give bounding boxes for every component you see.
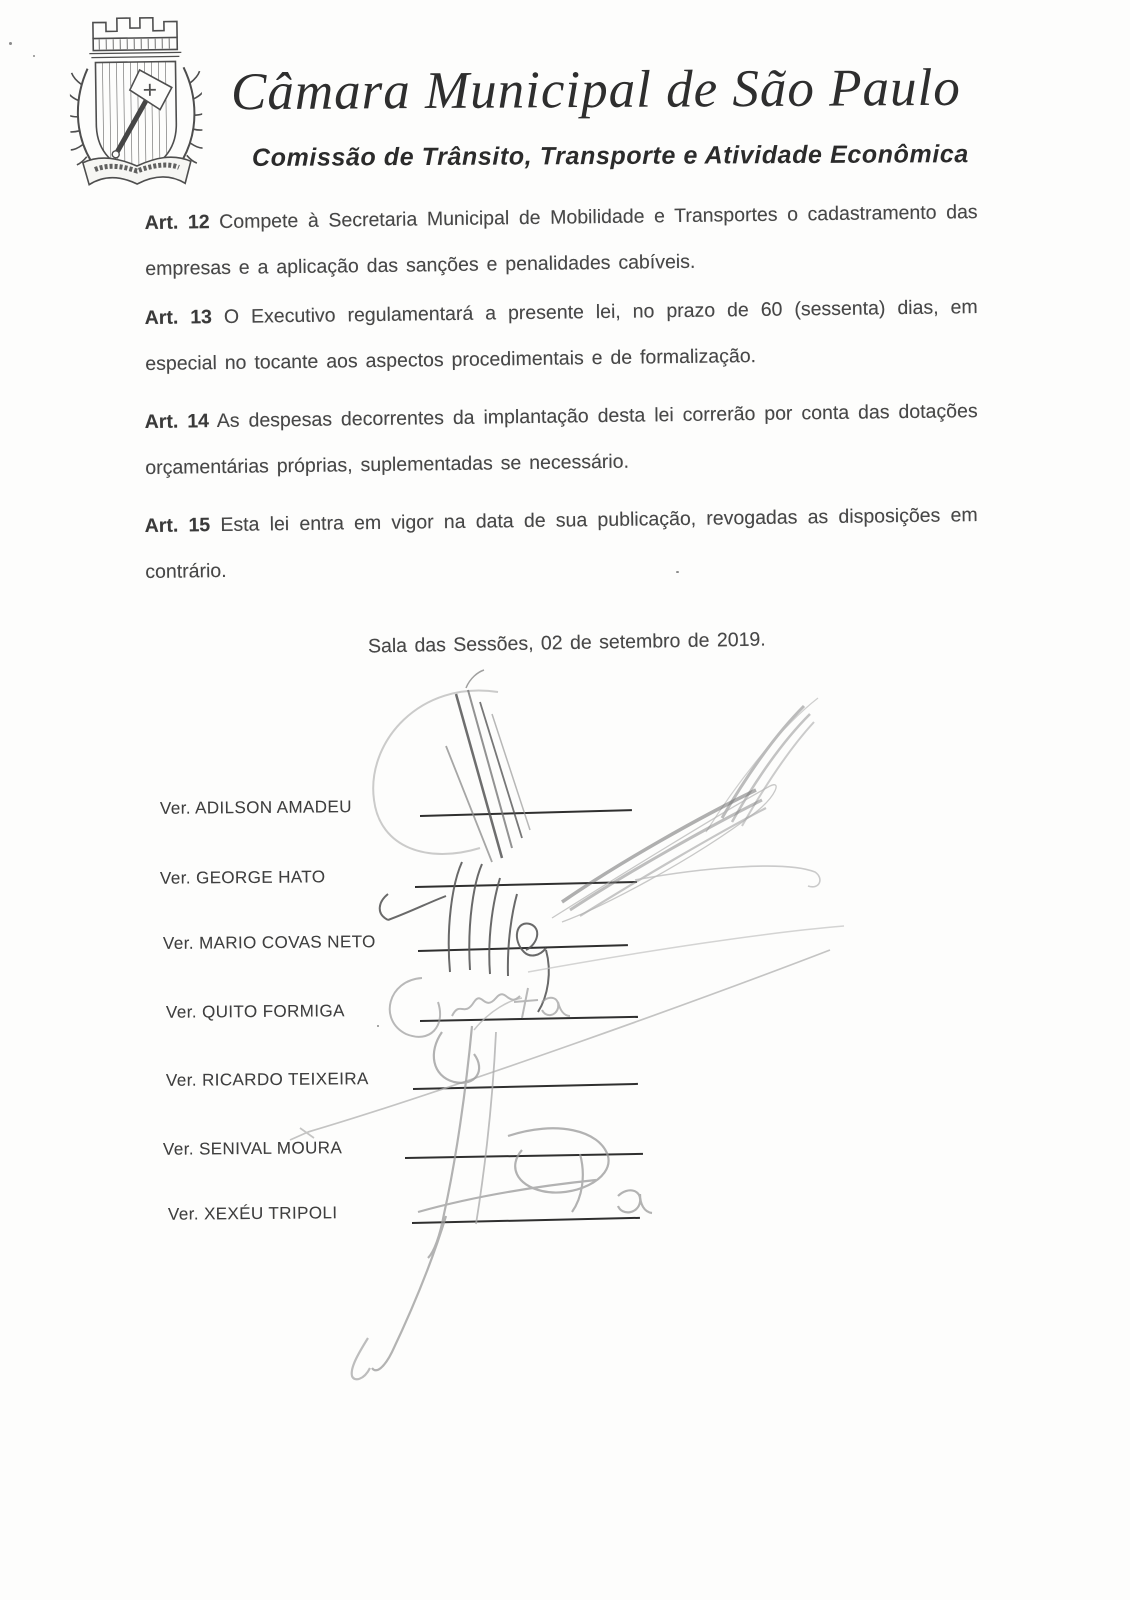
signatory-name: Ver. MARIO COVAS NETO xyxy=(162,932,376,953)
pencil-stroke xyxy=(706,698,818,832)
article-text: O Executivo regulamentará a presente lei, no prazo de 60 (sessenta) dias, em especial no tocante aos aspectos procedimentais e de formalização. xyxy=(145,295,978,375)
institution-title: Câmara Municipal de São Paulo xyxy=(230,58,961,122)
article-paragraph-12 xyxy=(144,189,978,292)
signatory-name: Ver. SENIVAL MOURA xyxy=(162,1138,343,1159)
signatory-name: Ver. QUITO FORMIGA xyxy=(165,1001,345,1022)
commission-subtitle: Comissão de Trânsito, Transporte e Atividade Econômica xyxy=(251,140,969,172)
article-paragraph-14 xyxy=(144,388,978,491)
signature-scribbles xyxy=(270,650,870,1390)
pencil-stroke xyxy=(380,862,549,1012)
article-paragraph-15 xyxy=(144,492,978,595)
coat-of-arms-icon xyxy=(69,5,204,198)
article-text: Esta lei entra em vigor na data de sua publicação, revogadas as disposições em contrário. xyxy=(145,503,978,583)
article-label: Art. 14 xyxy=(144,409,210,433)
article-label: Art. 12 xyxy=(144,210,210,234)
pencil-stroke xyxy=(352,998,652,1379)
article-paragraph-13 xyxy=(144,284,978,387)
signatory-name: Ver. GEORGE HATO xyxy=(159,867,326,888)
article-label: Art. 13 xyxy=(144,305,213,329)
pencil-stroke xyxy=(390,978,570,1037)
pencil-stroke xyxy=(528,926,844,972)
article-text: As despesas decorrentes da implantação desta lei correrão por conta das dotações orçamentárias próprias, suplementadas se necessário. xyxy=(145,399,978,479)
scan-speck xyxy=(33,55,35,57)
pencil-stroke xyxy=(290,950,830,1140)
session-location-line: Sala das Sessões, 02 de setembro de 2019. xyxy=(367,628,766,658)
article-label: Art. 15 xyxy=(144,513,211,537)
pencil-stroke xyxy=(446,670,530,862)
scan-speck xyxy=(9,42,12,45)
signatory-name: Ver. ADILSON AMADEU xyxy=(159,797,352,818)
signatory-name: Ver. XEXÉU TRIPOLI xyxy=(167,1203,338,1224)
article-text: Compete à Secretaria Municipal de Mobilidade e Transportes o cadastramento das empresas e a aplicação das sanções e penalidades cabíveis. xyxy=(145,200,978,280)
signatory-name: Ver. RICARDO TEIXEIRA xyxy=(165,1069,369,1090)
pencil-stroke xyxy=(635,866,820,887)
